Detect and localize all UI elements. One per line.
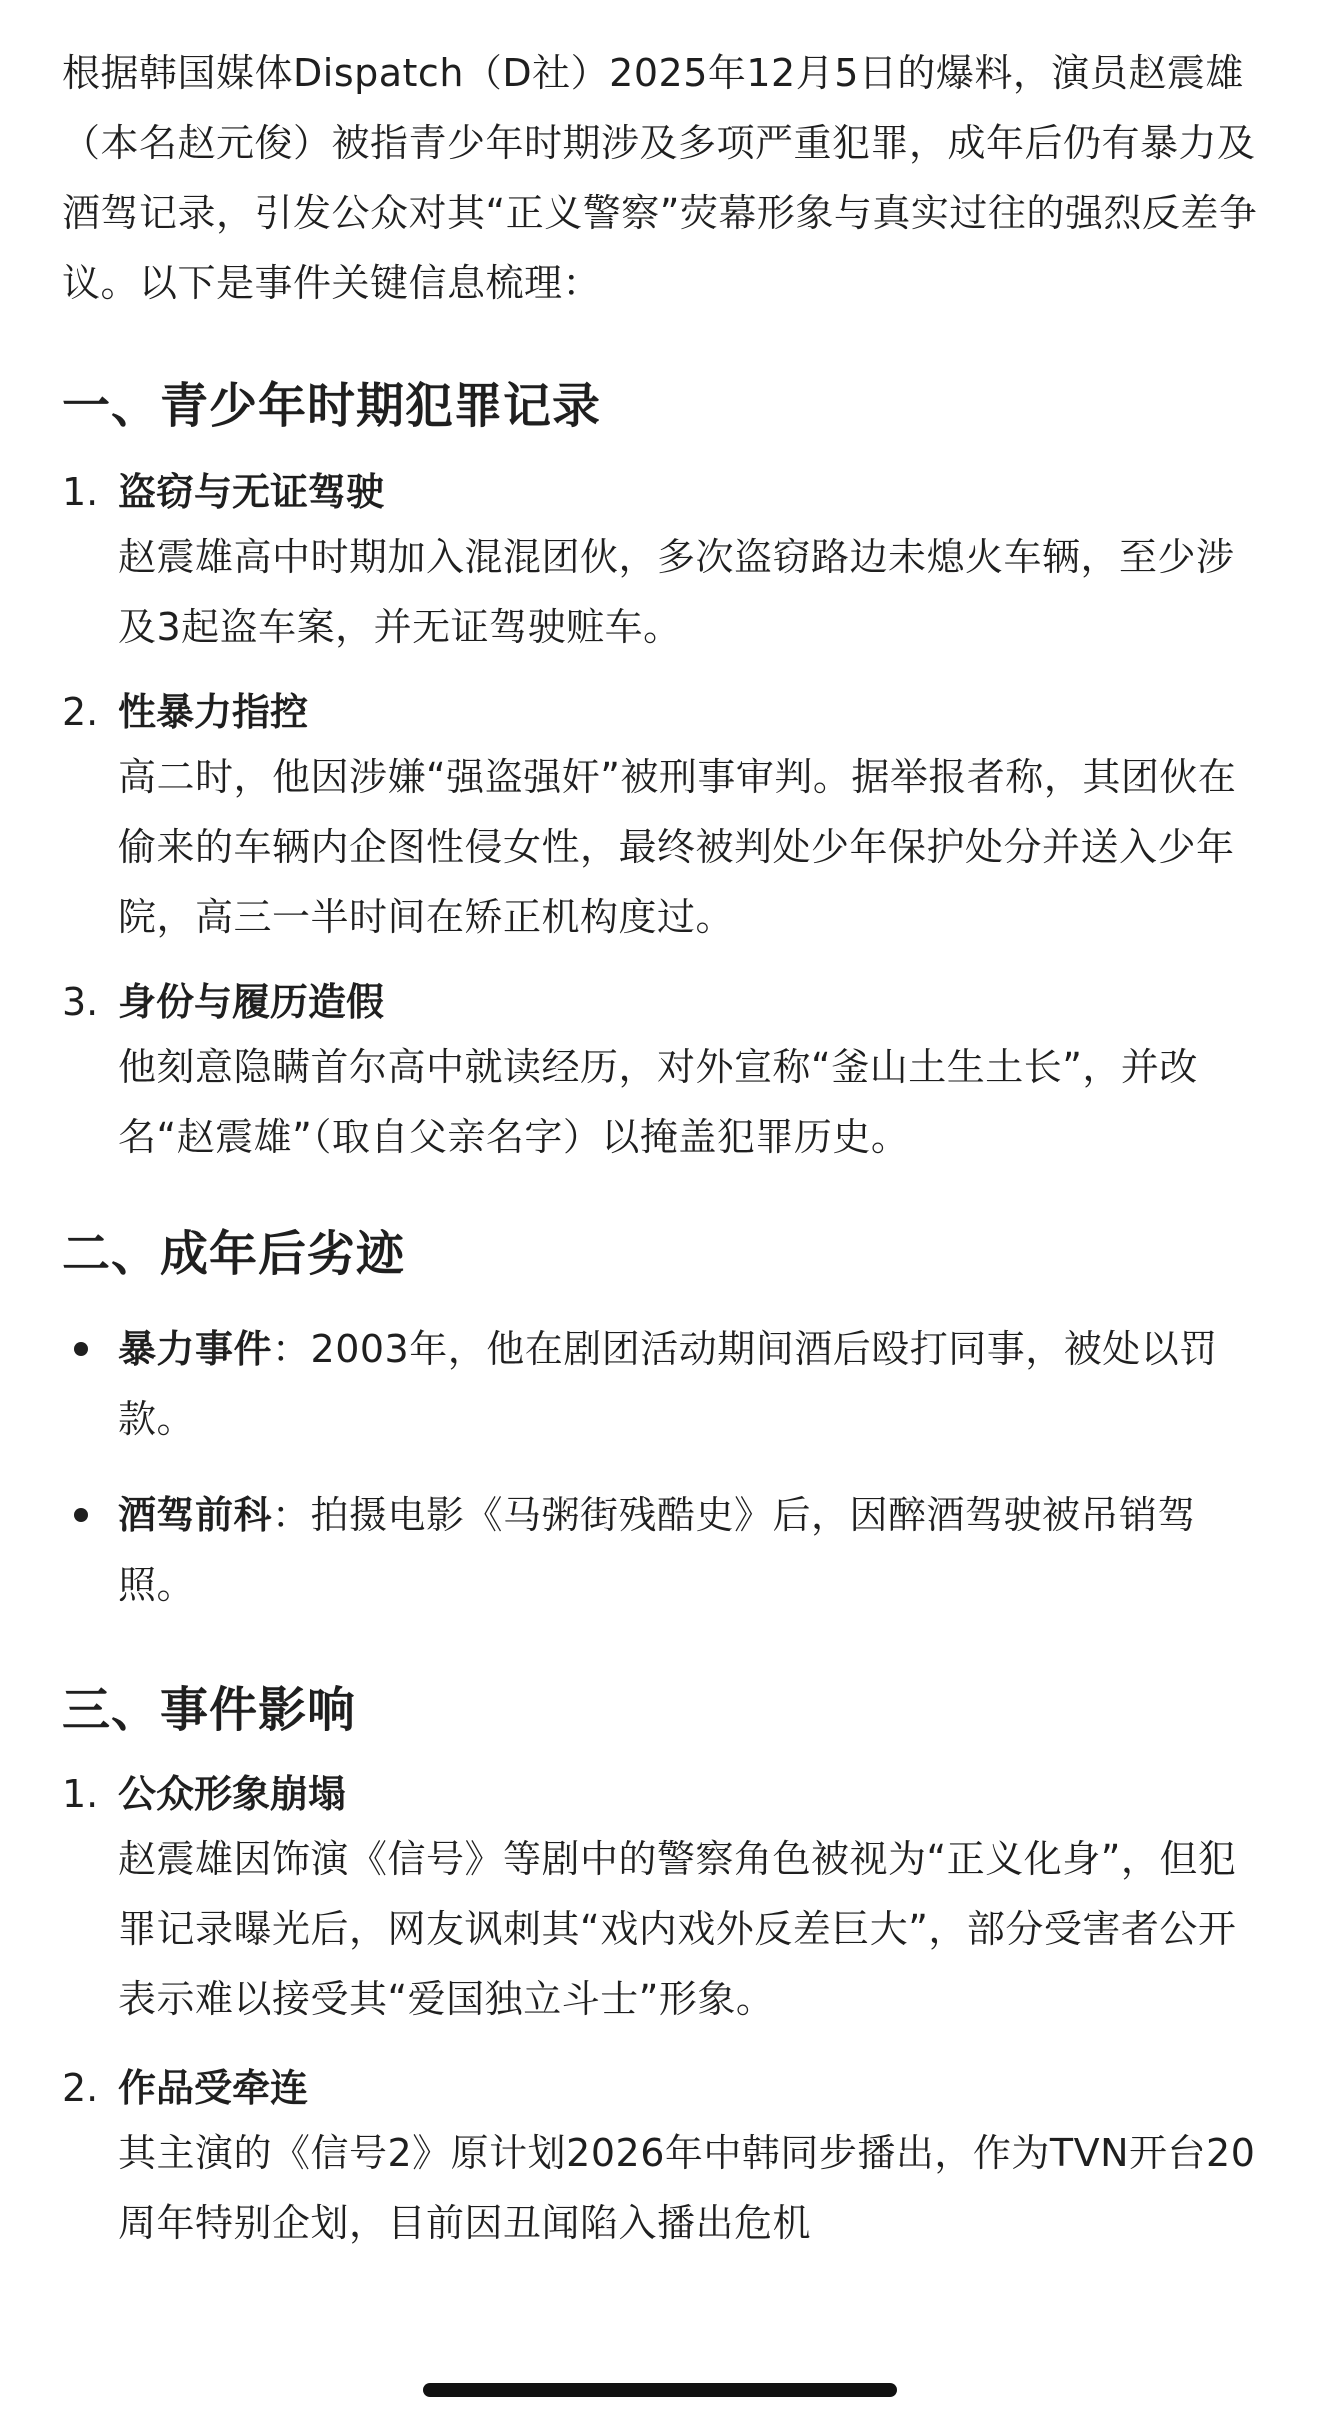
list-item-title: 性暴力指控 [118, 690, 309, 734]
list-number: 3. [62, 980, 99, 1024]
list-item-title: 身份与履历造假 [118, 980, 385, 1024]
list-item [62, 1480, 1267, 1620]
list-number: 1. [62, 470, 99, 514]
list-item-title: 作品受牵连 [118, 2066, 309, 2110]
list-item-body: 其主演的《信号2》原计划2026年中韩同步播出，作为TVN开台20周年特别企划，目前因丑闻陷入播出危机 [118, 2131, 1256, 2245]
list-number: 2. [62, 2066, 99, 2110]
list-item [62, 682, 1267, 952]
list-item-body: 赵震雄因饰演《信号》等剧中的警察角色被视为“正义化身”，但犯罪记录曝光后，网友讽刺其“戏内戏外反差巨大”，部分受害者公开表示难以接受其“爱国独立斗士”形象。 [118, 1837, 1237, 2021]
list-number: 2. [62, 690, 99, 734]
adult-misconduct-list [62, 1314, 1267, 1620]
list-item-title: 公众形象崩塌 [118, 1772, 347, 1816]
bullet-icon [74, 1508, 88, 1522]
list-item [62, 2058, 1267, 2258]
list-item-text: ：拍摄电影《马粥街残酷史》后，因醉酒驾驶被吊销驾照。 [118, 1493, 1197, 1607]
list-item [62, 1764, 1267, 2034]
list-item-title: 盗窃与无证驾驶 [118, 470, 385, 514]
list-item-body: 他刻意隐瞒首尔高中就读经历，对外宣称“釜山土生土长”，并改名“赵震雄”（取自父亲名字）以掩盖犯罪历史。 [118, 1045, 1198, 1159]
list-number: 1. [62, 1772, 99, 1816]
list-item-label: 暴力事件 [118, 1327, 273, 1371]
intro-paragraph: 根据韩国媒体Dispatch（D社）2025年12月5日的爆料，演员赵震雄（本名赵元俊）被指青少年时期涉及多项严重犯罪，成年后仍有暴力及酒驾记录，引发公众对其“正义警察”荧幕形象与真实过往的强烈反差争议。以下是事件关键信息梳理： [62, 51, 1258, 305]
list-item [62, 1314, 1267, 1454]
list-item-label: 酒驾前科 [118, 1493, 273, 1537]
list-item-text: ：2003年，他在剧团活动期间酒后殴打同事，被处以罚款。 [118, 1327, 1218, 1441]
home-indicator[interactable] [423, 2383, 897, 2397]
bullet-icon [74, 1342, 88, 1356]
list-item [62, 972, 1267, 1172]
list-item-body: 高二时，他因涉嫌“强盗强奸”被刑事审判。据举报者称，其团伙在偷来的车辆内企图性侵女性，最终被判处少年保护处分并送入少年院，高三一半时间在矫正机构度过。 [118, 755, 1237, 939]
article-content [62, 38, 1267, 2258]
section-title-adult-misconduct: 二、成年后劣迹 [62, 1226, 406, 1282]
list-item [62, 462, 1267, 662]
list-item-body: 赵震雄高中时期加入混混团伙，多次盗窃路边未熄火车辆，至少涉及3起盗车案，并无证驾驶赃车。 [118, 535, 1235, 649]
juvenile-crimes-list [62, 462, 1267, 1172]
section-title-impact: 三、事件影响 [62, 1682, 357, 1738]
impact-list [62, 1764, 1267, 2258]
section-title-juvenile-crimes: 一、青少年时期犯罪记录 [62, 378, 602, 434]
